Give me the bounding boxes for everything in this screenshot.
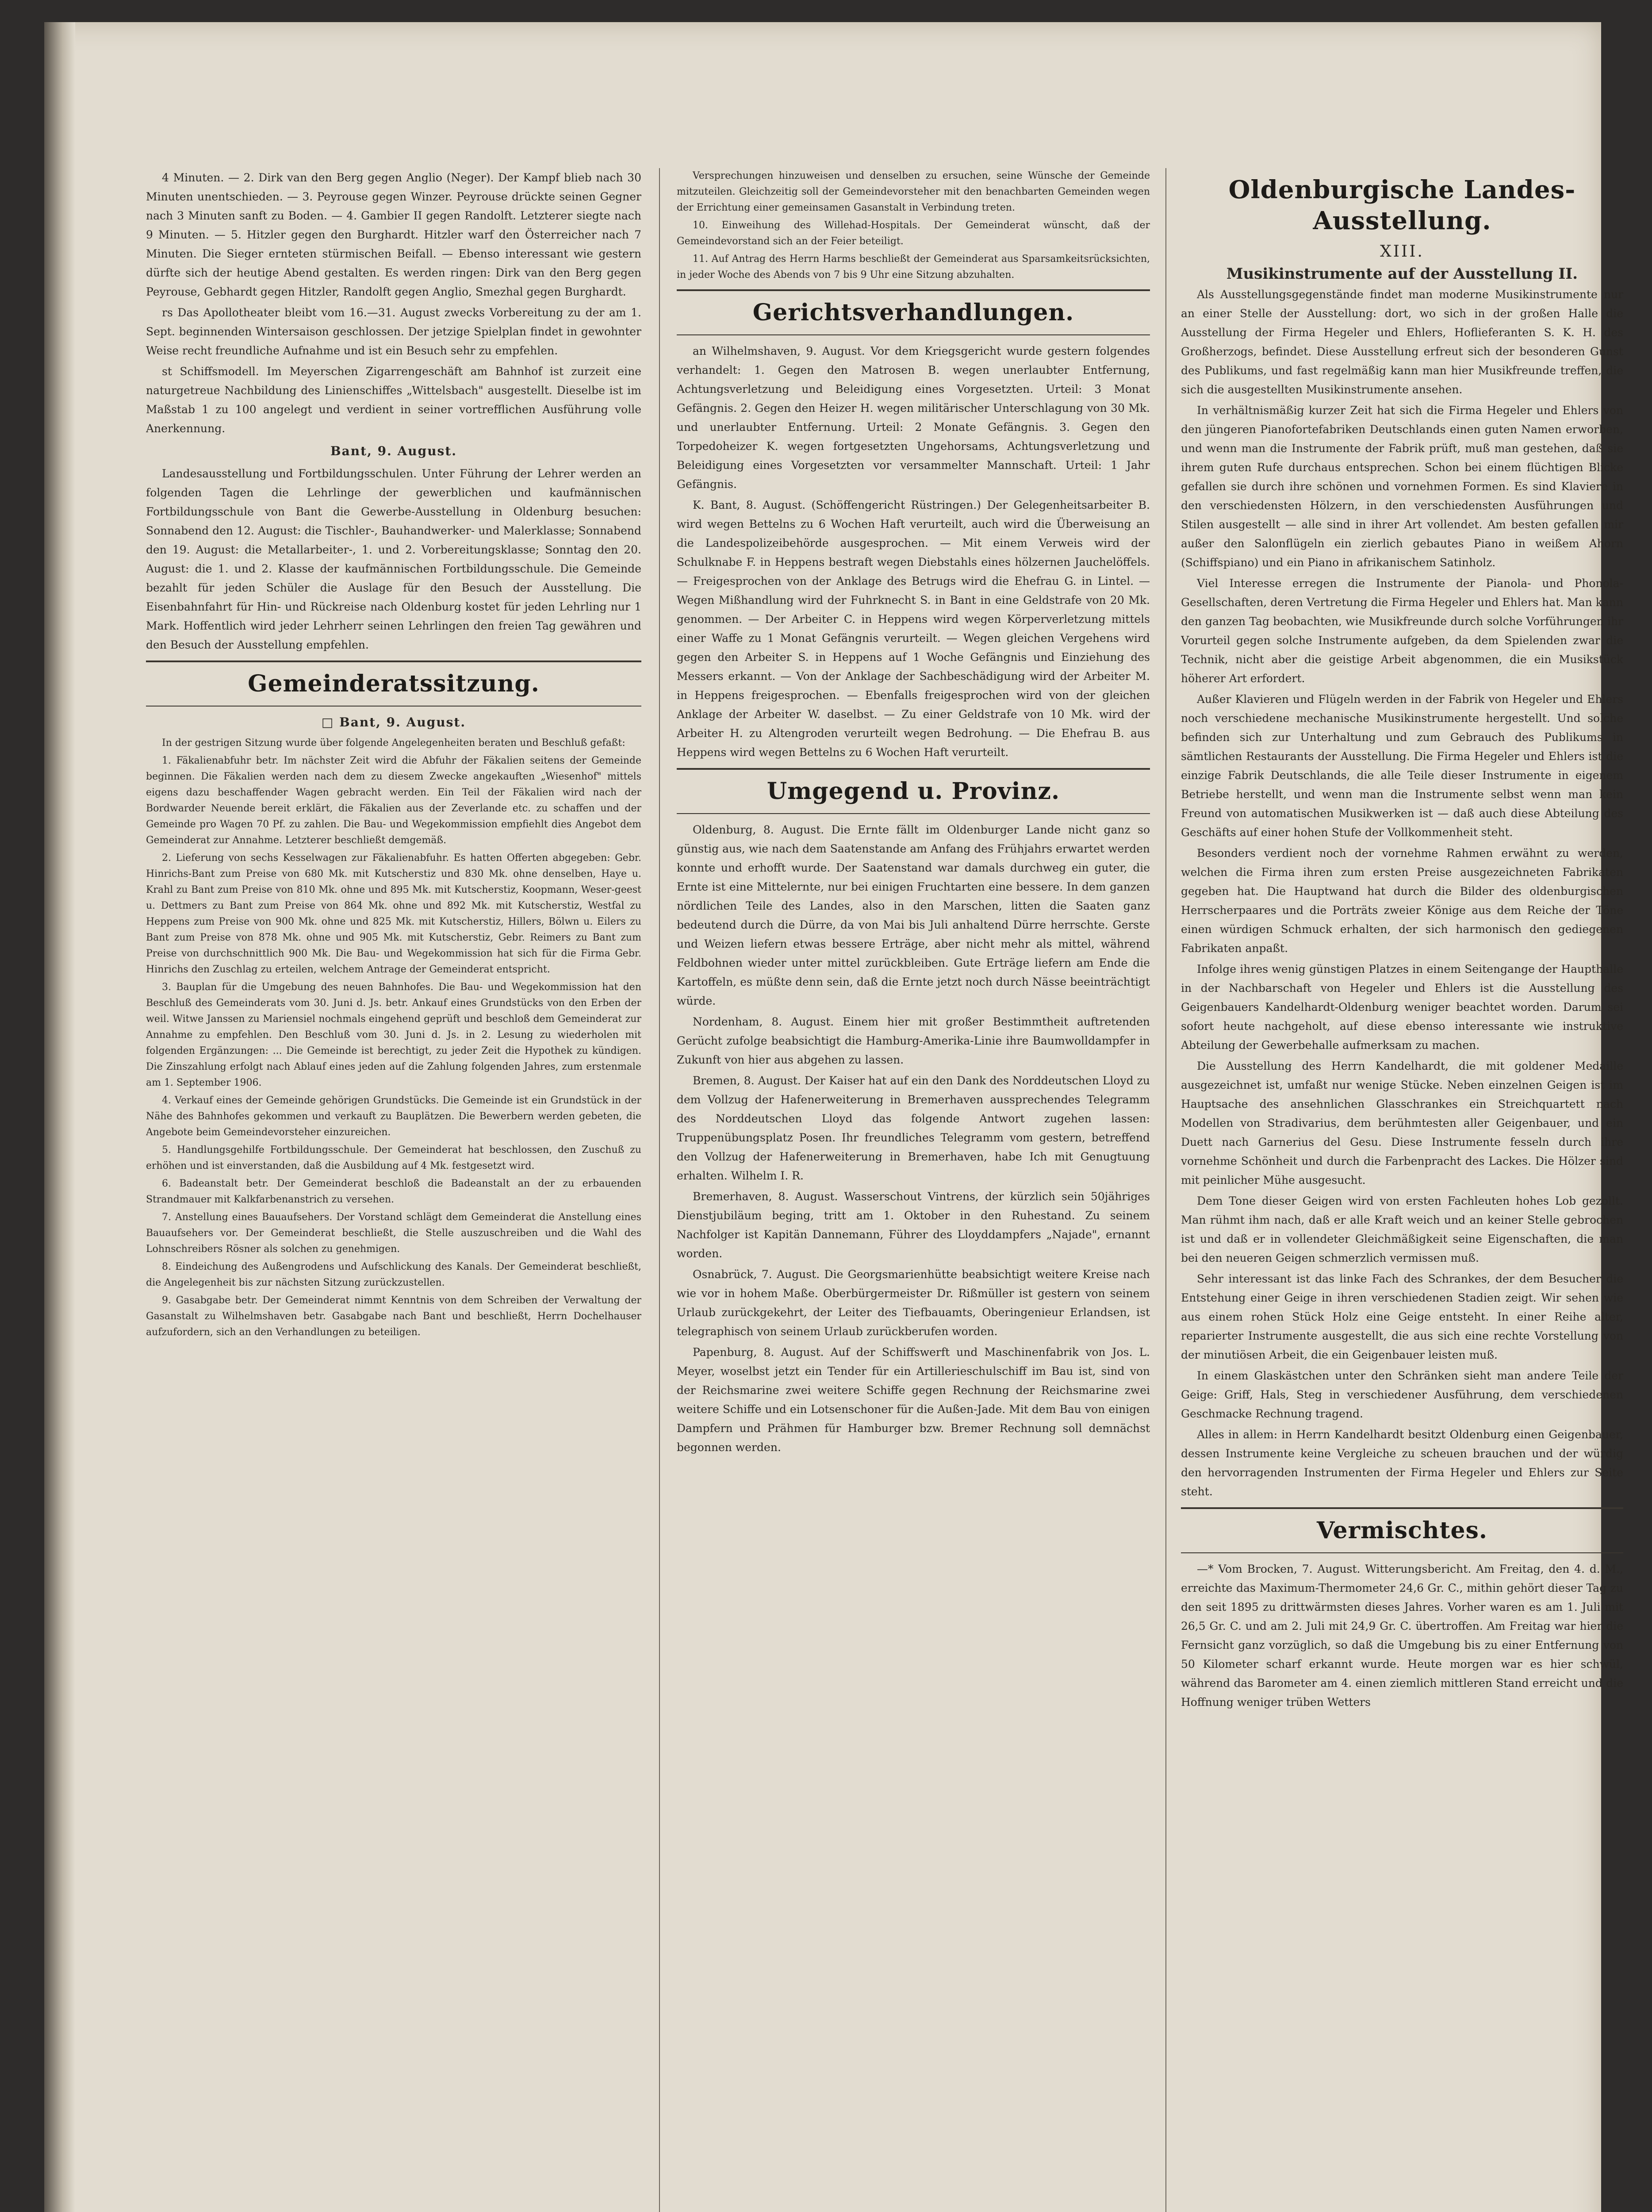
umgegend-paragraph: Nordenham, 8. August. Einem hier mit großer Bestimmtheit auftretenden Gerücht zufolge beabsichtigt die Hamburg-Amerika-Linie ihre Baumwolldampfer in Zukunft von hier aus abgehen zu lassen.: [677, 1015, 1150, 1066]
ausstellung-paragraph: Viel Interesse erregen die Instrumente der Pianola- und Phonola-Gesellschaften, deren Vertretung die Firma Hegeler und Ehlers hat. Man kann den ganzen Tag beobachten, wie Musikfreunde durch solche Vorführungen ihr Vorurteil gegen solche Instrumente aufgeben, da dem Spielenden zwar die Technik, nicht aber die geistige Arbeit abgenommen, die ein Musikstück höherer Art erfordert.: [1181, 577, 1623, 685]
section-rule: [146, 661, 641, 662]
column-divider: [1165, 168, 1166, 2212]
bant-paragraph: Landesausstellung und Fortbildungsschulen. Unter Führung der Lehrer werden an folgenden Tagen die Lehrlinge der gewerblichen und kaufmännischen Fortbildungsschule von Bant die Gewerbe-Ausstellung in Oldenburg besuchen: Sonnabend den 12. August: die Tischler-, Bauhandwerker- und Malerklasse; Sonnabend den 19. August: die Metallarbeiter-, 1. und 2. Vorbereitungsklasse; Sonntag den 20. August: die 1. und 2. Klasse der kaufmännischen Fortbildungsschule. Die Gemeinde bezahlt für jeden Schüler die Auslage für den Besuch der Ausstellung. Die Eisenbahnfahrt für Hin- und Rückreise nach Oldenburg kostet für jeden Lehrling nur 1 Mark. Hoffentlich wird jeder Lehrherr seinen Lehrlingen den freien Tag gewähren und den Besuch der Ausstellung empfehlen.: [146, 467, 641, 651]
gemeinderat-paragraph: 1. Fäkalienabfuhr betr. Im nächster Zeit wird die Abfuhr der Fäkalien seitens der Gemeinde beginnen. Die Fäkalien werden nach dem zu diesem Zwecke angekauften „Wiesenhof" mittels eigens dazu beschaffender Wagen gebracht werden. Ein Teil der Fäkalien wird nach der Bordwarder Neuende bereit erklärt, die Fäkalien aus der Zeverlande etc. zu schaffen und der Gemeinde pro Wagen 70 Pf. zu zahlen. Die Bau- und Wegekommission empfiehlt dies Angebot dem Gemeinderat zur Annahme. Letzterer beschließt demgemäß.: [146, 755, 641, 846]
gericht-paragraph: an Wilhelmshaven, 9. August. Vor dem Kriegsgericht wurde gestern folgendes verhandelt: 1. Gegen den Matrosen B. wegen unerlaubter Entfernung, Achtungsverletzung und Beleidigung eines Vorgesetzten. Urteil: 3 Monat Gefängnis. 2. Gegen den Heizer H. wegen militärischer Unterschlagung von 30 Mk. und unerlaubter Entfernung. Urteil: 2 Monate Gefängnis. 3. Gegen den Torpedoheizer K. wegen fortgesetzten Ungehorsams, Achtungsverletzung und Beleidigung eines Vorgesetzten vor versammelter Mannschaft. Urteil: 1 Jahr Gefängnis.: [677, 345, 1150, 491]
gemeinderat-paragraph: 2. Lieferung von sechs Kesselwagen zur Fäkalienabfuhr. Es hatten Offerten abgegeben: Gebr. Hinrichs-Bant zum Preise von 680 Mk. mit Kutscherstiz und 830 Mk. ohne denselben, Haye u. Krahl zu Bant zum Preise von 810 Mk. ohne und 895 Mk. mit Kutscherstiz, Koopmann, Weser-geest u. Dettmers zu Bant zum Preise von 864 Mk. ohne und 892 Mk. mit Kutscherstiz, Westfal zu Heppens zum Preise von 900 Mk. ohne und 825 Mk. mit Kutscherstiz, Hillers, Bölwn u. Eilers zu Bant zum Preise von 878 Mk. ohne und 905 Mk. mit Kutscherstiz, Gebr. Reimers zu Bant zum Preise von durchschnittlich 900 Mk. Die Bau- und Wegekommission hat sich für die Firma Gebr. Hinrichs den Zuschlag zu erteilen, welchem Antrage der Gemeinderat entspricht.: [146, 853, 641, 975]
ausstellung-paragraph: In einem Glaskästchen unter den Schränken sieht man andere Teile der Geige: Griff, Hals, Steg in verschiedener Ausführung, dem verschiedenen Geschmacke Rechnung tragend.: [1181, 1369, 1623, 1420]
gemeinderat-paragraph: 4. Verkauf eines der Gemeinde gehörigen Grundstücks. Die Gemeinde ist ein Grundstück in der Nähe des Bahnhofes gekommen und verkauft zu Bauplätzen. Die Bewerbern werden gebeten, die Angebote beim Gemeindevorsteher einzureichen.: [146, 1095, 641, 1138]
umgegend-paragraph: Bremen, 8. August. Der Kaiser hat auf ein den Dank des Norddeutschen Lloyd zu dem Vollzug der Hafenerweiterung in Bremerhaven aussprechendes Telegramm des Norddeutschen Lloyd das folgende Antwort zugehen lassen: Truppenübungsplatz Posen. Ihr freundliches Telegramm vom gestern, betreffend den Vollzug der Hafenerweiterung in Bremerhaven, habe Ich mit Genugtuung erhalten. Wilhelm I. R.: [677, 1074, 1150, 1182]
col2-lead-paragraph: 10. Einweihung des Willehad-Hospitals. Der Gemeinderat wünscht, daß der Gemeindevorstand sich an der Feier beteiligt.: [677, 220, 1150, 247]
gemeinderat-paragraph: 5. Handlungsgehilfe Fortbildungsschule. Der Gemeinderat hat beschlossen, den Zuschuß zu erhöhen und ist einverstanden, daß die Ausbildung auf 4 Mk. festgesetzt wird.: [146, 1144, 641, 1171]
section-rule: [146, 706, 641, 707]
ausstellung-paragraph: Die Ausstellung des Herrn Kandelhardt, die mit goldener Medaille ausgezeichnet ist, umfaßt nur wenige Stücke. Neben einzelnen Geigen ist im Hauptsache des ansehnlichen Glasschrankes ein Streichquartett nach Modellen von Stradivarius, dem berühmtesten aller Geigenbauer, und ein Duett nach Garnerius del Gesu. Diese Instrumente fesseln durch ihre vornehme Schönheit und durch die Farbenpracht des Lackes. Die Hölzer sind mit peinlicher Mühe ausgesucht.: [1181, 1060, 1623, 1187]
ausstellung-paragraph: Alles in allem: in Herrn Kandelhardt besitzt Oldenburg einen Geigenbauer, dessen Instrumente keine Vergleiche zu scheuen brauchen und der würdig den hervorragenden Instrumenten der Firma Hegeler und Ehlers zur Seite steht.: [1181, 1428, 1623, 1498]
gemeinderat-dateline: □ Bant, 9. August.: [321, 715, 466, 730]
col1-lead-paragraph: 4 Minuten. — 2. Dirk van den Berg gegen Anglio (Neger). Der Kampf blieb nach 30 Minuten unentschieden. — 3. Peyrouse gegen Winzer. Peyrouse drückte seinen Gegner nach 3 Minuten sanft zu Boden. — 4. Gambier II gegen Randolft. Letzterer siegte nach 9 Minuten. — 5. Hitzler gegen den Burghardt. Hitzler warf den Österreicher nach 7 Minuten. Die Sieger ernteten stürmischen Beifall. — Ebenso interessant wie gestern dürfte sich der heutige Abend gestalten. Es werden ringen: Dirk van den Berg gegen Peyrouse, Gebhardt gegen Hitzler, Randolft gegen Anglio, Smezhal gegen Burghardt.: [146, 171, 641, 298]
bant-dateline: Bant, 9. August.: [330, 444, 457, 458]
gemeinderat-paragraph: 9. Gasabgabe betr. Der Gemeinderat nimmt Kenntnis von dem Schreiben der Verwaltung der Gasanstalt zu Wilhelmshaven betr. Gasabgabe nach Bant und beschließt, Herrn Dochelhauser aufzufordern, sich an den Verhandlungen zu beteiligen.: [146, 1295, 641, 1338]
section-rule: [677, 289, 1150, 291]
gemeinderat-paragraph: 3. Bauplan für die Umgebung des neuen Bahnhofes. Die Bau- und Wegekommission hat den Beschluß des Gemeinderats vom 30. Juni d. Js. betr. Ankauf eines Grundstücks von den Erben der weil. Witwe Janssen zu Mariensiel nochmals eingehend geprüft und beschloß dem Gemeinderat zur Annahme zu empfehlen. Den Beschluß vom 30. Juni d. Js. in 2. Lesung zu wiederholen mit folgenden Ergänzungen: ... Die Gemeinde ist berechtigt, zu jeder Zeit die Hypothek zu kündigen. Die Zinszahlung erfolgt nach Ablauf eines jeden auf die Zahlung folgenden Jahres, zum erstenmale am 1. September 1906.: [146, 982, 641, 1088]
col1-lead-paragraph: rs Das Apollotheater bleibt vom 16.—31. August zwecks Vorbereitung zu der am 1. Sept. beginnenden Wintersaison geschlossen. Der jetzige Spielplan findet in gewohnter Weise recht freundliche Aufnahme und ist ein Besuch sehr zu empfehlen.: [146, 306, 641, 357]
ausstellung-subheading: Musikinstrumente auf der Ausstellung II.: [1226, 265, 1578, 283]
ausstellung-paragraph: Sehr interessant ist das linke Fach des Schrankes, der dem Besucher die Entstehung einer Geige in ihren verschiedenen Stadien zeigt. Wir sehen wie aus einem rohen Stück Holz eine Geige entsteht. In einer Reihe alter, reparierter Instrumente ausgestellt, die aus sich eine rechte Vorstellung von der minutiösen Arbeit, die ein Geigenbauer leisten muß.: [1181, 1272, 1623, 1361]
page-binding: [44, 22, 75, 2212]
umgegend-paragraph: Oldenburg, 8. August. Die Ernte fällt im Oldenburger Lande nicht ganz so günstig aus, wie nach dem Saatenstande am Anfang des Frühjahrs erwartet werden konnte und erhofft wurde. Der Saatenstand war damals durchweg ein guter, die Ernte ist eine Mittelernte, nur bei einigen Fruchtarten eine bessere. In dem ganzen nördlichen Teile des Landes, also in den Marschen, litten die Saaten ganz bedeutend durch die Dürre, da von Mai bis Juli anhaltend Dürre herrschte. Gerste und Weizen liefern etwas bessere Erträge, aber nicht mehr als mittel, während Feldbohnen wieder unter mittel zurückbleiben. Gute Erträge liefern am Ende die Kartoffeln, es müßte denn sein, daß die Ernte jetzt noch durch Nässe beeinträchtigt würde.: [677, 823, 1150, 1007]
gericht-heading: Gerichtsverhandlungen.: [752, 299, 1074, 326]
gericht-paragraph: K. Bant, 8. August. (Schöffengericht Rüstringen.) Der Gelegenheitsarbeiter B. wird wegen Bettelns zu 6 Wochen Haft verurteilt, auch wird die Überweisung an die Landespolizeibehörde ausgesprochen. — Mit einem Verweis wird der Schulknabe F. in Heppens bestraft wegen Diebstahls eines hölzernen Jauchelöffels. — Freigesprochen von der Anklage des Betrugs wird die Ehefrau G. in Lintel. — Wegen Mißhandlung wird der Fuhrknecht S. in Bant in eine Geldstrafe von 20 Mk. genommen. — Der Arbeiter C. in Heppens wird wegen Körperverletzung mittels einer Waffe zu 1 Monat Gefängnis verurteilt. — Wegen gleichen Vergehens wird gegen den Arbeiter S. in Heppens auf 1 Woche Gefängnis und Einziehung des Messers erkannt. — Von der Anklage der Sachbeschädigung wird der Arbeiter M. in Heppens freigesprochen. — Ebenfalls freigesprochen wird von der gleichen Anklage der Arbeiter W. daselbst. — Zu einer Geldstrafe von 10 Mk. wird der Arbeiter H. zu Altengroden verurteilt wegen Bedrohung. — Die Ehefrau B. aus Heppens wird wegen Bettelns zu 6 Wochen Haft verurteilt.: [677, 499, 1150, 759]
newspaper-page: [44, 22, 1623, 2212]
ausstellung-paragraph: In verhältnismäßig kurzer Zeit hat sich die Firma Hegeler und Ehlers von den jüngeren Pianofortefabriken Deutschlands einen guten Namen erworben, und wenn man die Instrumente der Fabrik prüft, muß man gestehen, daß sie ihrem guten Rufe durchaus entsprechen. Schon bei einem flüchtigen Blicke gefallen sie durch ihre schönen und vornehmen Formen. Es sind Klaviere in den verschiedensten Hölzern, in den verschiedensten Ausführungen und Stilen ausgestellt — alle sind in ihrer Art vollendet. Am besten gefallen mir außer den Salonflügeln ein zierlich gebautes Piano in weißem Ahorn (Schiffspiano) und ein Piano in afrikanischem Satinholz.: [1181, 404, 1623, 569]
ausstellung-heading: Oldenburgische Landes-Ausstellung.: [1228, 175, 1576, 235]
gemeinderat-paragraph: 8. Eindeichung des Außengrodens und Aufschlickung des Kanals. Der Gemeinderat beschließt, die Angelegenheit bis zur nächsten Sitzung zurückzustellen.: [146, 1261, 641, 1288]
gemeinderat-paragraph: 6. Badeanstalt betr. Der Gemeinderat beschloß die Badeanstalt an der zu erbauenden Strandmauer mit Kalkfarbenanstrich zu versehen.: [146, 1178, 641, 1205]
gemeinderat-paragraph: In der gestrigen Sitzung wurde über folgende Angelegenheiten beraten und Beschluß gefaßt:: [162, 737, 625, 749]
col1-lead-paragraph: st Schiffsmodell. Im Meyerschen Zigarrengeschäft am Bahnhof ist zurzeit eine naturgetreue Nachbildung des Linienschiffes „Wittelsbach" ausgestellt. Dieselbe ist im Maßstab 1 zu 100 angelegt und verdient in seiner vortrefflichen Ausführung volle Anerkennung.: [146, 365, 641, 435]
gemeinderat-heading: Gemeinderatssitzung.: [248, 670, 540, 697]
gemeinderat-paragraph: 7. Anstellung eines Bauaufsehers. Der Vorstand schlägt dem Gemeinderat die Anstellung eines Bauaufsehers vor. Der Gemeinderat beschließt, die Stelle auszuschreiben und die Wahl des Lohnschreibers Rösner als solchen zu genehmigen.: [146, 1212, 641, 1255]
vermischtes-heading: Vermischtes.: [1316, 1517, 1488, 1544]
section-rule: [677, 334, 1150, 335]
ausstellung-paragraph: Als Ausstellungsgegenstände findet man moderne Musikinstrumente nur an einer Stelle der Ausstellung: dort, wo sich in der großen Halle die Ausstellung der Firma Hegeler und Ehlers, Hoflieferanten S. K. H. des Großherzogs, befindet. Diese Ausstellung erfreut sich der besonderen Gunst des Publikums, und fast regelmäßig kann man hier Musikfreunde treffen, die sich die ausgestellten Musikinstrumente ansehen.: [1181, 288, 1623, 396]
ausstellung-paragraph: Dem Tone dieser Geigen wird von ersten Fachleuten hohes Lob gezollt. Man rühmt ihm nach, daß er alle Kraft weich und an keiner Stelle gebrochen ist und daß er in vollendeter Gleichmäßigkeit seine Eigenschaften, die man bei den neueren Geigen schmerzlich vermissen muß.: [1181, 1194, 1623, 1264]
umgegend-paragraph: Bremerhaven, 8. August. Wasserschout Vintrens, der kürzlich sein 50jähriges Dienstjubiläum beging, tritt am 1. Oktober in den Ruhestand. Zu seinem Nachfolger ist Kapitän Dannemann, Führer des Lloyddampfers „Najade", ernannt worden.: [677, 1190, 1150, 1260]
vermischtes-paragraph: —* Vom Brocken, 7. August. Witterungsbericht. Am Freitag, den 4. d. M., erreichte das Maximum-Thermometer 24,6 Gr. C., mithin gehört dieser Tag zu den seit 1895 zu drittwärmsten dieses Jahres. Vorher waren es am 1. Juli mit 26,5 Gr. C. und am 2. Juli mit 24,9 Gr. C. übertroffen. Am Freitag war hier die Fernsicht ganz vorzüglich, so daß die Umgebung bis zu einer Entfernung von 50 Kilometer scharf erkannt wurde. Heute morgen war es hier schwül, während das Barometer am 4. einen ziemlich mittleren Stand erreicht und die Hoffnung weniger trüben Wetters: [1181, 1563, 1623, 1709]
col2-lead-paragraph: Versprechungen hinzuweisen und denselben zu ersuchen, seine Wünsche der Gemeinde mitzuteilen. Gleichzeitig soll der Gemeindevorsteher mit den benachbarten Gemeinden wegen der Errichtung einer gemeinsamen Gasanstalt in Verbindung treten.: [677, 170, 1150, 213]
ausstellung-paragraph: Besonders verdient noch der vornehme Rahmen erwähnt zu werden, welchen die Firma ihren zum ersten Preise ausgezeichneten Fabrikaten gegeben hat. Die Hauptwand hat durch die Bilder des oldenburgischen Herrscherpaares und die Porträts zweier Könige aus dem Reiche der Töne einen würdigen Schmuck erhalten, der sich harmonisch den gediegenen Fabrikaten anpaßt.: [1181, 847, 1623, 955]
column-divider: [659, 168, 660, 2212]
col2-lead-paragraph: 11. Auf Antrag des Herrn Harms beschließt der Gemeinderat aus Sparsamkeitsrücksichten, in jeder Woche des Abends von 7 bis 9 Uhr eine Sitzung abzuhalten.: [677, 253, 1150, 280]
umgegend-heading: Umgegend u. Provinz.: [767, 778, 1060, 805]
section-rule: [677, 768, 1150, 770]
column-2: [677, 168, 1150, 2212]
ausstellung-paragraph: Infolge ihres wenig günstigen Platzes in einem Seitengange der Haupthalle in der Nachbarschaft von Hegeler und Ehlers ist die Ausstellung des Geigenbauers Kandelhardt-Oldenburg weniger beachtet worden. Darum sei sofort heute nachgeholt, auf diese ebenso interessante wie instruktive Abteilung der Gewerbehalle aufmerksam zu machen.: [1181, 963, 1623, 1052]
column-3: [1181, 168, 1623, 2212]
column-1: [146, 168, 641, 2212]
ausstellung-paragraph: Außer Klavieren und Flügeln werden in der Fabrik von Hegeler und Ehlers noch verschiedene mechanische Musikinstrumente hergestellt. Und solche befinden sich zur Unterhaltung und zum Gebrauch des Publikums in sämtlichen Restaurants der Ausstellung. Die Firma Hegeler und Ehlers ist die einzige Fabrik Deutschlands, die alle Teile dieser Instrumente in eigenem Betriebe herstellt, und wenn man die Instrumente selbst wenn man kein Freund von automatischen Musikwerken ist — daß auch diese Abteilung des Geschäfts auf einer hohen Stufe der Vollkommenheit steht.: [1181, 693, 1623, 839]
umgegend-paragraph: Papenburg, 8. August. Auf der Schiffswerft und Maschinenfabrik von Jos. L. Meyer, woselbst jetzt ein Tender für ein Artillerieschulschiff im Bau ist, sind von der Reichsmarine zwei weitere Schiffe gegen Rechnung der Reichsmarine zwei weitere Schiffe und ein Lotsenschoner für die Außen-Jade. Mit dem Bau von einigen Dampfern und Prähmen für Hamburger bzw. Bremer Rechnung soll demnächst begonnen werden.: [677, 1346, 1150, 1454]
umgegend-paragraph: Osnabrück, 7. August. Die Georgsmarienhütte beabsichtigt weitere Kreise nach wie vor in hohem Maße. Oberbürgermeister Dr. Rißmüller ist gestern von seinem Urlaub zurückgekehrt, der Leiter des Tiefbauamts, Oberingenieur Erlandsen, ist telegraphisch von seinem Urlaub zurückberufen worden.: [677, 1268, 1150, 1338]
section-rule: [1181, 1552, 1623, 1553]
section-rule: [677, 813, 1150, 814]
section-rule: [1181, 1507, 1623, 1509]
ausstellung-part-number: XIII.: [1380, 242, 1424, 261]
